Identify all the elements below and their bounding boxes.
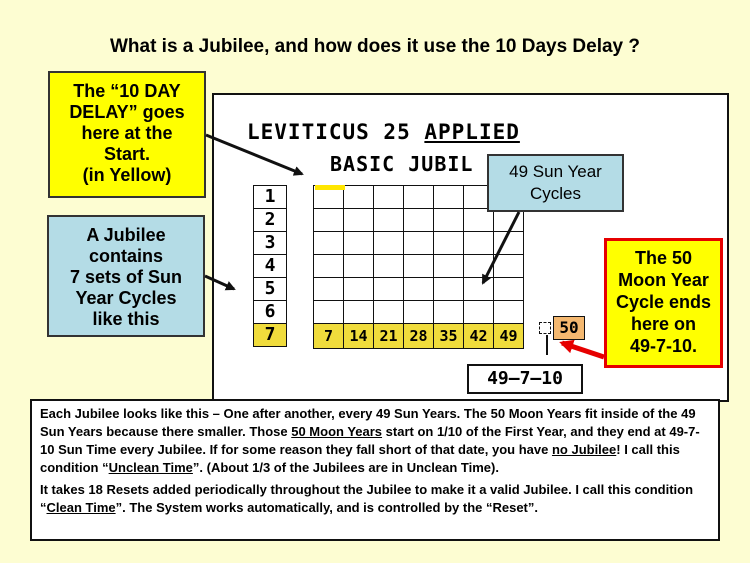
callout-line: contains	[88, 246, 163, 266]
desc-underlined: 50 Moon Years	[291, 424, 383, 439]
desc-text: ”. (About 1/3 of the Jubilees are in Unclean Time).	[192, 460, 499, 475]
year-cell: 49	[494, 324, 524, 349]
callout-line: Start.	[103, 144, 150, 164]
year-cell: 35	[434, 324, 464, 349]
callout-line: The 50	[634, 248, 693, 268]
row-number: 2	[254, 209, 286, 232]
desc-text: ”. The System works automatically, and is controlled by the “Reset”.	[115, 500, 538, 515]
row-number: 6	[254, 301, 286, 324]
callout-line: 49-7-10.	[629, 336, 698, 356]
callout-line: (in Yellow)	[82, 165, 172, 185]
sun-cycles-arrow	[483, 212, 519, 283]
year-cell: 28	[404, 324, 434, 349]
desc-underlined: no Jubilee	[551, 442, 617, 457]
delay-arrow	[206, 135, 302, 174]
basic-jubilee-heading: BASIC JUBIL	[330, 152, 474, 176]
callout-line: 7 sets of Sun	[69, 267, 183, 287]
callout-line: The “10 DAY	[73, 81, 181, 101]
callout-line: Moon Year	[618, 270, 709, 290]
callout-line: Cycles	[529, 184, 581, 203]
heading-part1: LEVITICUS 25	[247, 120, 425, 144]
callout-line: Year Cycles	[75, 288, 177, 308]
end-date-label: 49–7–10	[467, 364, 583, 394]
heading-part2: APPLIED	[424, 120, 520, 144]
desc-text: start on 1/10 of the First Year, and they end at 49-7-10 Sun Time every Jubilee. If for some reason they fall short of that date, you have	[40, 424, 700, 457]
callout-line: like this	[92, 309, 160, 329]
page-title: What is a Jubilee, and how does it use the 10 Days Delay ?	[109, 36, 641, 57]
callout-line: Cycle ends	[615, 292, 712, 312]
desc-text: It takes 18 Resets added periodically throughout the Jubilee to make it a valid Jubilee. I call this condition “	[40, 482, 694, 515]
year-cell: 14	[344, 324, 374, 349]
row-number: 4	[254, 255, 286, 278]
description-box	[30, 399, 720, 541]
moon-year-box: 50	[553, 316, 585, 340]
moon-cycle-arrow	[562, 343, 604, 357]
desc-underlined: Clean Time	[46, 500, 116, 515]
callout-line: 49 Sun Year	[509, 162, 602, 181]
year-cell: 42	[464, 324, 494, 349]
row-number: 1	[254, 186, 286, 209]
description-paragraph-1	[40, 405, 710, 477]
description-paragraph-2	[40, 481, 710, 517]
desc-text: Each Jubilee looks like this – One after another, every 49 Sun Years. The 50 Moon Years fit inside of the 49 Sun Years because there smaller. Those	[40, 406, 696, 439]
jubilee-arrow	[205, 276, 234, 289]
callout-line: here at the	[81, 123, 173, 143]
year-cell: 21	[374, 324, 404, 349]
row-number: 3	[254, 232, 286, 255]
callout-line: DELAY” goes	[69, 102, 185, 122]
row-number: 7	[254, 324, 286, 346]
callout-line: A Jubilee	[86, 225, 166, 245]
desc-underlined: Unclean Time	[108, 460, 193, 475]
year-cell: 7	[314, 324, 344, 349]
desc-text: ! I call this condition “	[40, 442, 680, 475]
row-number: 5	[254, 278, 286, 301]
callout-line: here on	[630, 314, 696, 334]
